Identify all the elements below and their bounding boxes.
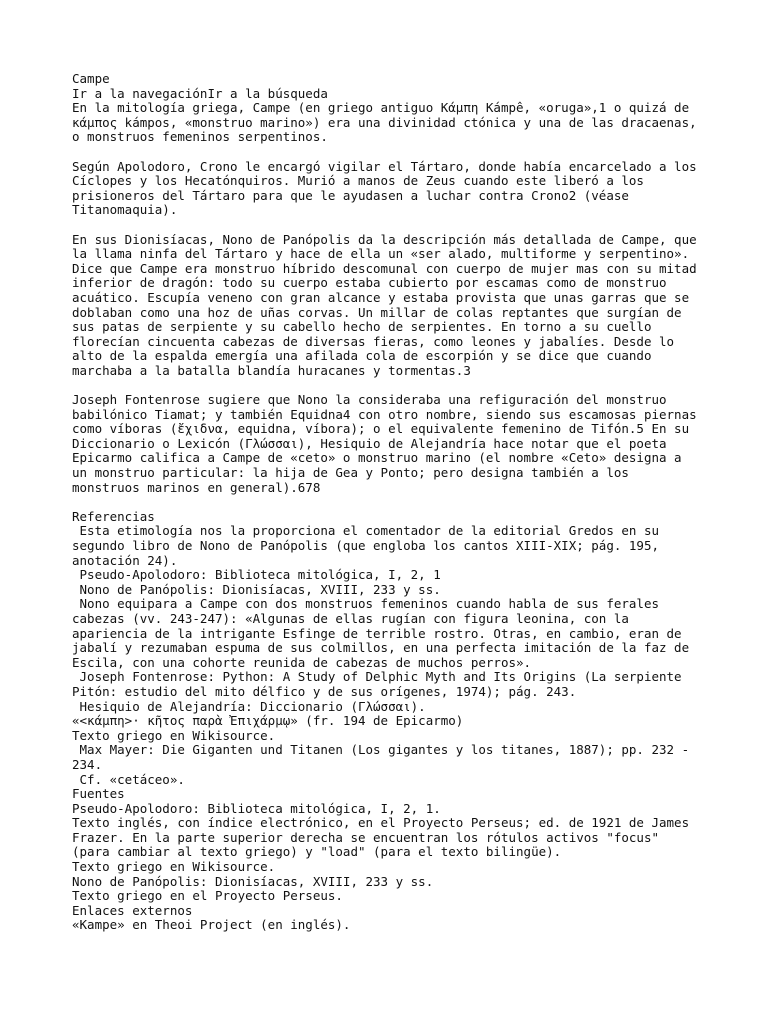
paragraph-gap — [72, 218, 722, 233]
sources-list — [72, 802, 722, 904]
text-line: monstruos marinos en general).678 — [72, 479, 321, 495]
text-line: Epicarmo califica a Campe de «ceto» o monstruo marino (el nombre «Ceto» designa a — [72, 450, 682, 466]
text-line: o monstruos femeninos serpentinos. — [72, 129, 328, 145]
text-line: marchaba a la batalla blandía huracanes y tormentas.3 — [72, 362, 471, 378]
reference-line: Cf. «cetáceo». — [72, 771, 185, 787]
text-line: la llama ninfa del Tártaro y hace de ella un «ser alado, multiforme y serpentino». — [72, 246, 690, 262]
text-line: como víboras (ἔχιδνα, equidna, víbora); o el equivalente femenino de Tifón.5 En su — [72, 421, 690, 437]
text-line: Titanomaquia). — [72, 202, 178, 218]
references-heading: Referencias — [72, 508, 155, 524]
reference-line: Esta etimología nos la proporciona el comentador de la editorial Gredos en su — [72, 523, 659, 539]
text-line: doblaban como una hoz de uñas corvas. Un millar de colas reptantes que surgían de — [72, 304, 682, 320]
reference-link[interactable]: Texto griego en Wikisource. — [72, 727, 276, 743]
text-line: En sus Dionisíacas, Nono de Panópolis da la descripción más detallada de Campe, que — [72, 231, 697, 247]
text-line: Dice que Campe era monstruo híbrido descomunal con cuerpo de mujer mas con su mitad — [72, 260, 697, 276]
reference-line: 234. — [72, 756, 103, 772]
fontenrose-paragraph — [72, 393, 722, 495]
text-line: sus patas de serpiente y su cabello hecho de serpientes. En torno a su cuello — [72, 319, 652, 335]
reference-line: Hesiquio de Alejandría: Diccionario (Γλώσσαι). — [72, 698, 426, 714]
source-line: Pseudo-Apolodoro: Biblioteca mitológica, I, 2, 1. — [72, 800, 441, 816]
reference-line: jabalí y rezumaban espuma de sus colmillos, en una perfecta imitación de la faz de — [72, 640, 690, 656]
text-line: inferior de dragón: todo su cuerpo estaba cubierto por escamas como de monstruo — [72, 275, 667, 291]
reference-line: anotación 24). — [72, 552, 178, 568]
reference-line: Nono de Panópolis: Dionisíacas, XVIII, 233 y ss. — [72, 581, 441, 597]
apolodoro-paragraph — [72, 160, 722, 218]
reference-line: Pseudo-Apolodoro: Biblioteca mitológica, I, 2, 1 — [72, 567, 441, 583]
text-line: Según Apolodoro, Crono le encargó vigilar el Tártaro, donde había encarcelado a los — [72, 158, 697, 174]
text-line: κάμπος kámpos, «monstruo marino») era una divinidad ctónica y una de las dracaenas, — [72, 114, 697, 130]
external-links-list — [72, 918, 722, 933]
reference-line: cabezas (vv. 243-247): «Algunas de ellas rugían con figura leonina, con la — [72, 610, 629, 626]
text-line: babilónico Tiamat; y también Equidna4 con otro nombre, siendo sus escamosas piernas — [72, 406, 697, 422]
text-line: acuático. Escupía veneno con gran alcance y estaba provista que unas garras que se — [72, 289, 690, 305]
text-line: florecían cincuenta cabezas de diversas fieras, como leones y jabalíes. Desde lo — [72, 333, 675, 349]
external-links-heading: Enlaces externos — [72, 902, 193, 918]
reference-line: Escila, con una cohorte reunida de cabezas de muchos perros». — [72, 654, 532, 670]
sources-heading: Fuentes — [72, 786, 125, 802]
reference-line: Joseph Fontenrose: Python: A Study of Delphic Myth and Its Origins (La serpiente — [72, 669, 682, 685]
source-line: Frazer. En la parte superior derecha se encuentran los rótulos activos "focus" — [72, 829, 659, 845]
text-line: Diccionario o Lexicón (Γλώσσαι), Hesiquio de Alejandría hace notar que el poeta — [72, 435, 667, 451]
page-title: Campe — [72, 71, 110, 86]
text-line: En la mitología griega, Campe (en griego antiguo Κάμπη Kámpê, «oruga»,1 o quizá de — [72, 100, 690, 116]
document-page — [72, 72, 722, 933]
text-line: Joseph Fontenrose sugiere que Nono la consideraba una refiguración del monstruo — [72, 392, 667, 408]
reference-line: Nono equipara a Campe con dos monstruos femeninos cuando habla de sus ferales — [72, 596, 659, 612]
source-line: Nono de Panópolis: Dionisíacas, XVIII, 233 y ss. — [72, 873, 434, 889]
nono-paragraph — [72, 233, 722, 379]
text-line: alto de la espalda emergía una afilada cola de escorpión y se dice que cuando — [72, 348, 652, 364]
reference-line: Pitón: estudio del mito délfico y de sus orígenes, 1974); pág. 243. — [72, 683, 577, 699]
paragraph-gap — [72, 145, 722, 160]
paragraph-gap — [72, 378, 722, 393]
text-line: un monstruo particular: la hija de Gea y Ponto; pero designa también a los — [72, 465, 629, 481]
reference-line: «<κάμπη>· κῆτος παρὰ Ἐπιχάρμῳ» (fr. 194 de Epicarmo) — [72, 713, 464, 729]
source-link[interactable]: Texto griego en el Proyecto Perseus. — [72, 888, 343, 904]
reference-line: Max Mayer: Die Giganten und Titanen (Los gigantes y los titanes, 1887); pp. 232 - — [72, 742, 690, 758]
intro-paragraph — [72, 101, 722, 145]
external-link[interactable]: «Kampe» en Theoi Project (en inglés). — [72, 917, 351, 933]
reference-line: apariencia de la intrigante Esfinge de terrible rostro. Otras, en cambio, eran de — [72, 625, 682, 641]
text-line: Cíclopes y los Hecatónquiros. Murió a manos de Zeus cuando este liberó a los — [72, 173, 644, 189]
source-line: (para cambiar al texto griego) y "load" (para el texto bilingüe). — [72, 844, 562, 860]
text-line: prisioneros del Tártaro para que le ayudasen a luchar contra Crono2 (véase — [72, 187, 629, 203]
source-link[interactable]: Texto griego en Wikisource. — [72, 859, 276, 875]
references-list — [72, 524, 722, 787]
reference-line: segundo libro de Nono de Panópolis (que engloba los cantos XIII-XIX; pág. 195, — [72, 538, 659, 553]
source-link[interactable]: Texto inglés, con índice electrónico, en el Proyecto Perseus; ed. de 1921 de James — [72, 815, 690, 831]
paragraph-gap — [72, 495, 722, 510]
nav-skip-links[interactable]: Ir a la navegaciónIr a la búsqueda — [72, 85, 328, 101]
